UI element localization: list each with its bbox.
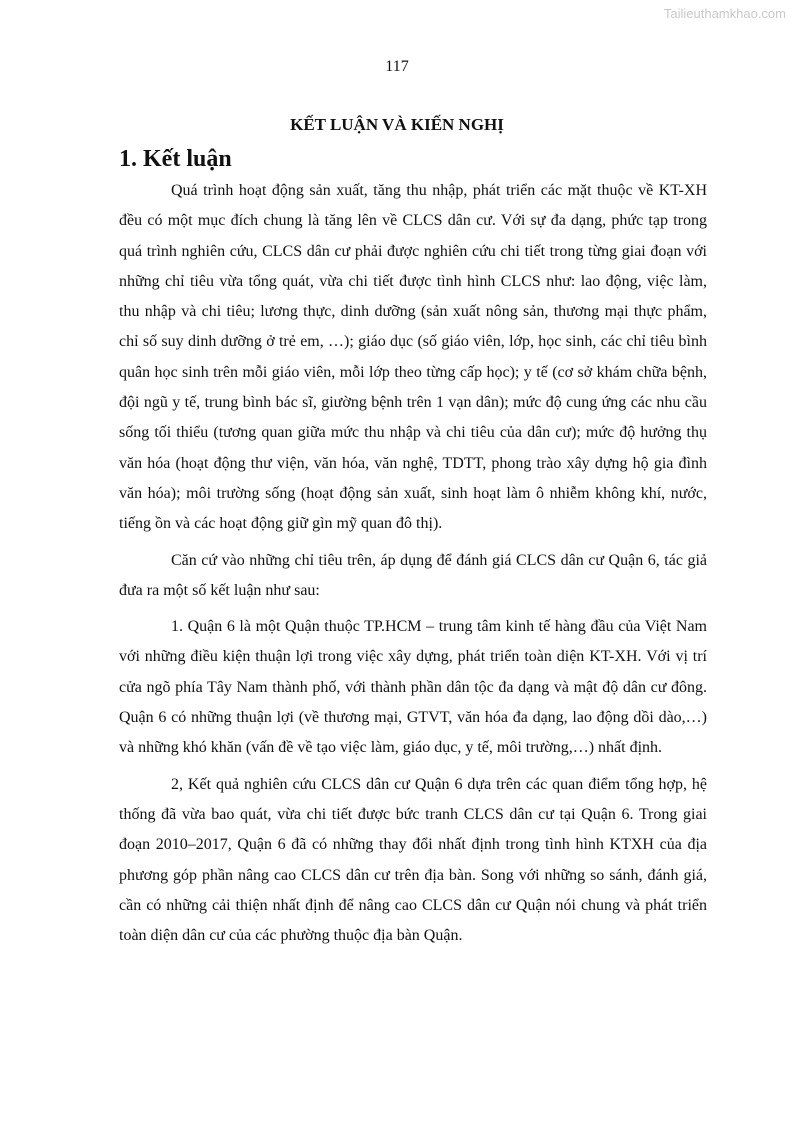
watermark: Tailieuthamkhao.com xyxy=(663,6,786,21)
section-heading: 1. Kết luận xyxy=(119,146,232,172)
document-body xyxy=(119,148,707,951)
paragraph-conclusion-2: 2, Kết quả nghiên cứu CLCS dân cư Quận 6 dựa trên các quan điểm tổng hợp, hệ thống đã vừa bao quát, vừa chi tiết được bức tranh CLCS dân cư tại Quận 6. Trong giai đoạn 2010–2017, Quận 6 đã có những thay đổi nhất định trong tình hình KTXH của địa phương góp phần nâng cao CLCS dân cư trên địa bàn. Song với những so sánh, đánh giá, cần có những cải thiện nhất định để nâng cao CLCS dân cư Quận nói chung và phát triển toàn diện dân cư của các phường thuộc địa bàn Quận. xyxy=(119,775,707,945)
paragraph-intro: Quá trình hoạt động sản xuất, tăng thu nhập, phát triển các mặt thuộc về KT-XH đều có một mục đích chung là tăng lên về CLCS dân cư. Với sự đa dạng, phức tạp trong quá trình nghiên cứu, CLCS dân cư phải được nghiên cứu chi tiết trong từng giai đoạn với những chỉ tiêu vừa tổng quát, vừa chi tiết được tình hình CLCS như: lao động, việc làm, thu nhập và chi tiêu; lương thực, dinh dưỡng (sản xuất nông sản, thương mại thực phẩm, chỉ số suy dinh dưỡng ở trẻ em, …); giáo dục (số giáo viên, lớp, học sinh, các chỉ tiêu bình quân học sinh trên mỗi giáo viên, mỗi lớp theo từng cấp học); y tế (cơ sở khám chữa bệnh, đội ngũ y tế, trung bình bác sĩ, giường bệnh trên 1 vạn dân); mức độ cung ứng các nhu cầu sống tối thiểu (tương quan giữa mức thu nhập và chi tiêu của dân cư); mức độ hưởng thụ văn hóa (hoạt động thư viện, văn hóa, văn nghệ, TDTT, phong trào xây dựng hộ gia đình văn hóa); môi trường sống (hoạt động sản xuất, sinh hoạt làm ô nhiễm không khí, nước, tiếng ồn và các hoạt động giữ gìn mỹ quan đô thị). xyxy=(119,182,707,533)
paragraph-conclusion-1: 1. Quận 6 là một Quận thuộc TP.HCM – trung tâm kinh tế hàng đầu của Việt Nam với những điều kiện thuận lợi trong việc xây dựng, phát triển toàn diện KT-XH. Với vị trí cửa ngõ phía Tây Nam thành phố, với thành phần dân tộc đa dạng và mật độ dân cư đông. Quận 6 có những thuận lợi (về thương mại, GTVT, văn hóa đa dạng, lao động dồi dào,…) và những khó khăn (vấn đề về tạo việc làm, giáo dục, y tế, môi trường,…) nhất định. xyxy=(119,618,707,757)
paragraph-basis: Căn cứ vào những chỉ tiêu trên, áp dụng để đánh giá CLCS dân cư Quận 6, tác giả đưa ra một số kết luận như sau: xyxy=(119,551,707,599)
page-title: KẾT LUẬN VÀ KIẾN NGHỊ xyxy=(290,115,504,134)
page-number: 117 xyxy=(385,58,409,75)
